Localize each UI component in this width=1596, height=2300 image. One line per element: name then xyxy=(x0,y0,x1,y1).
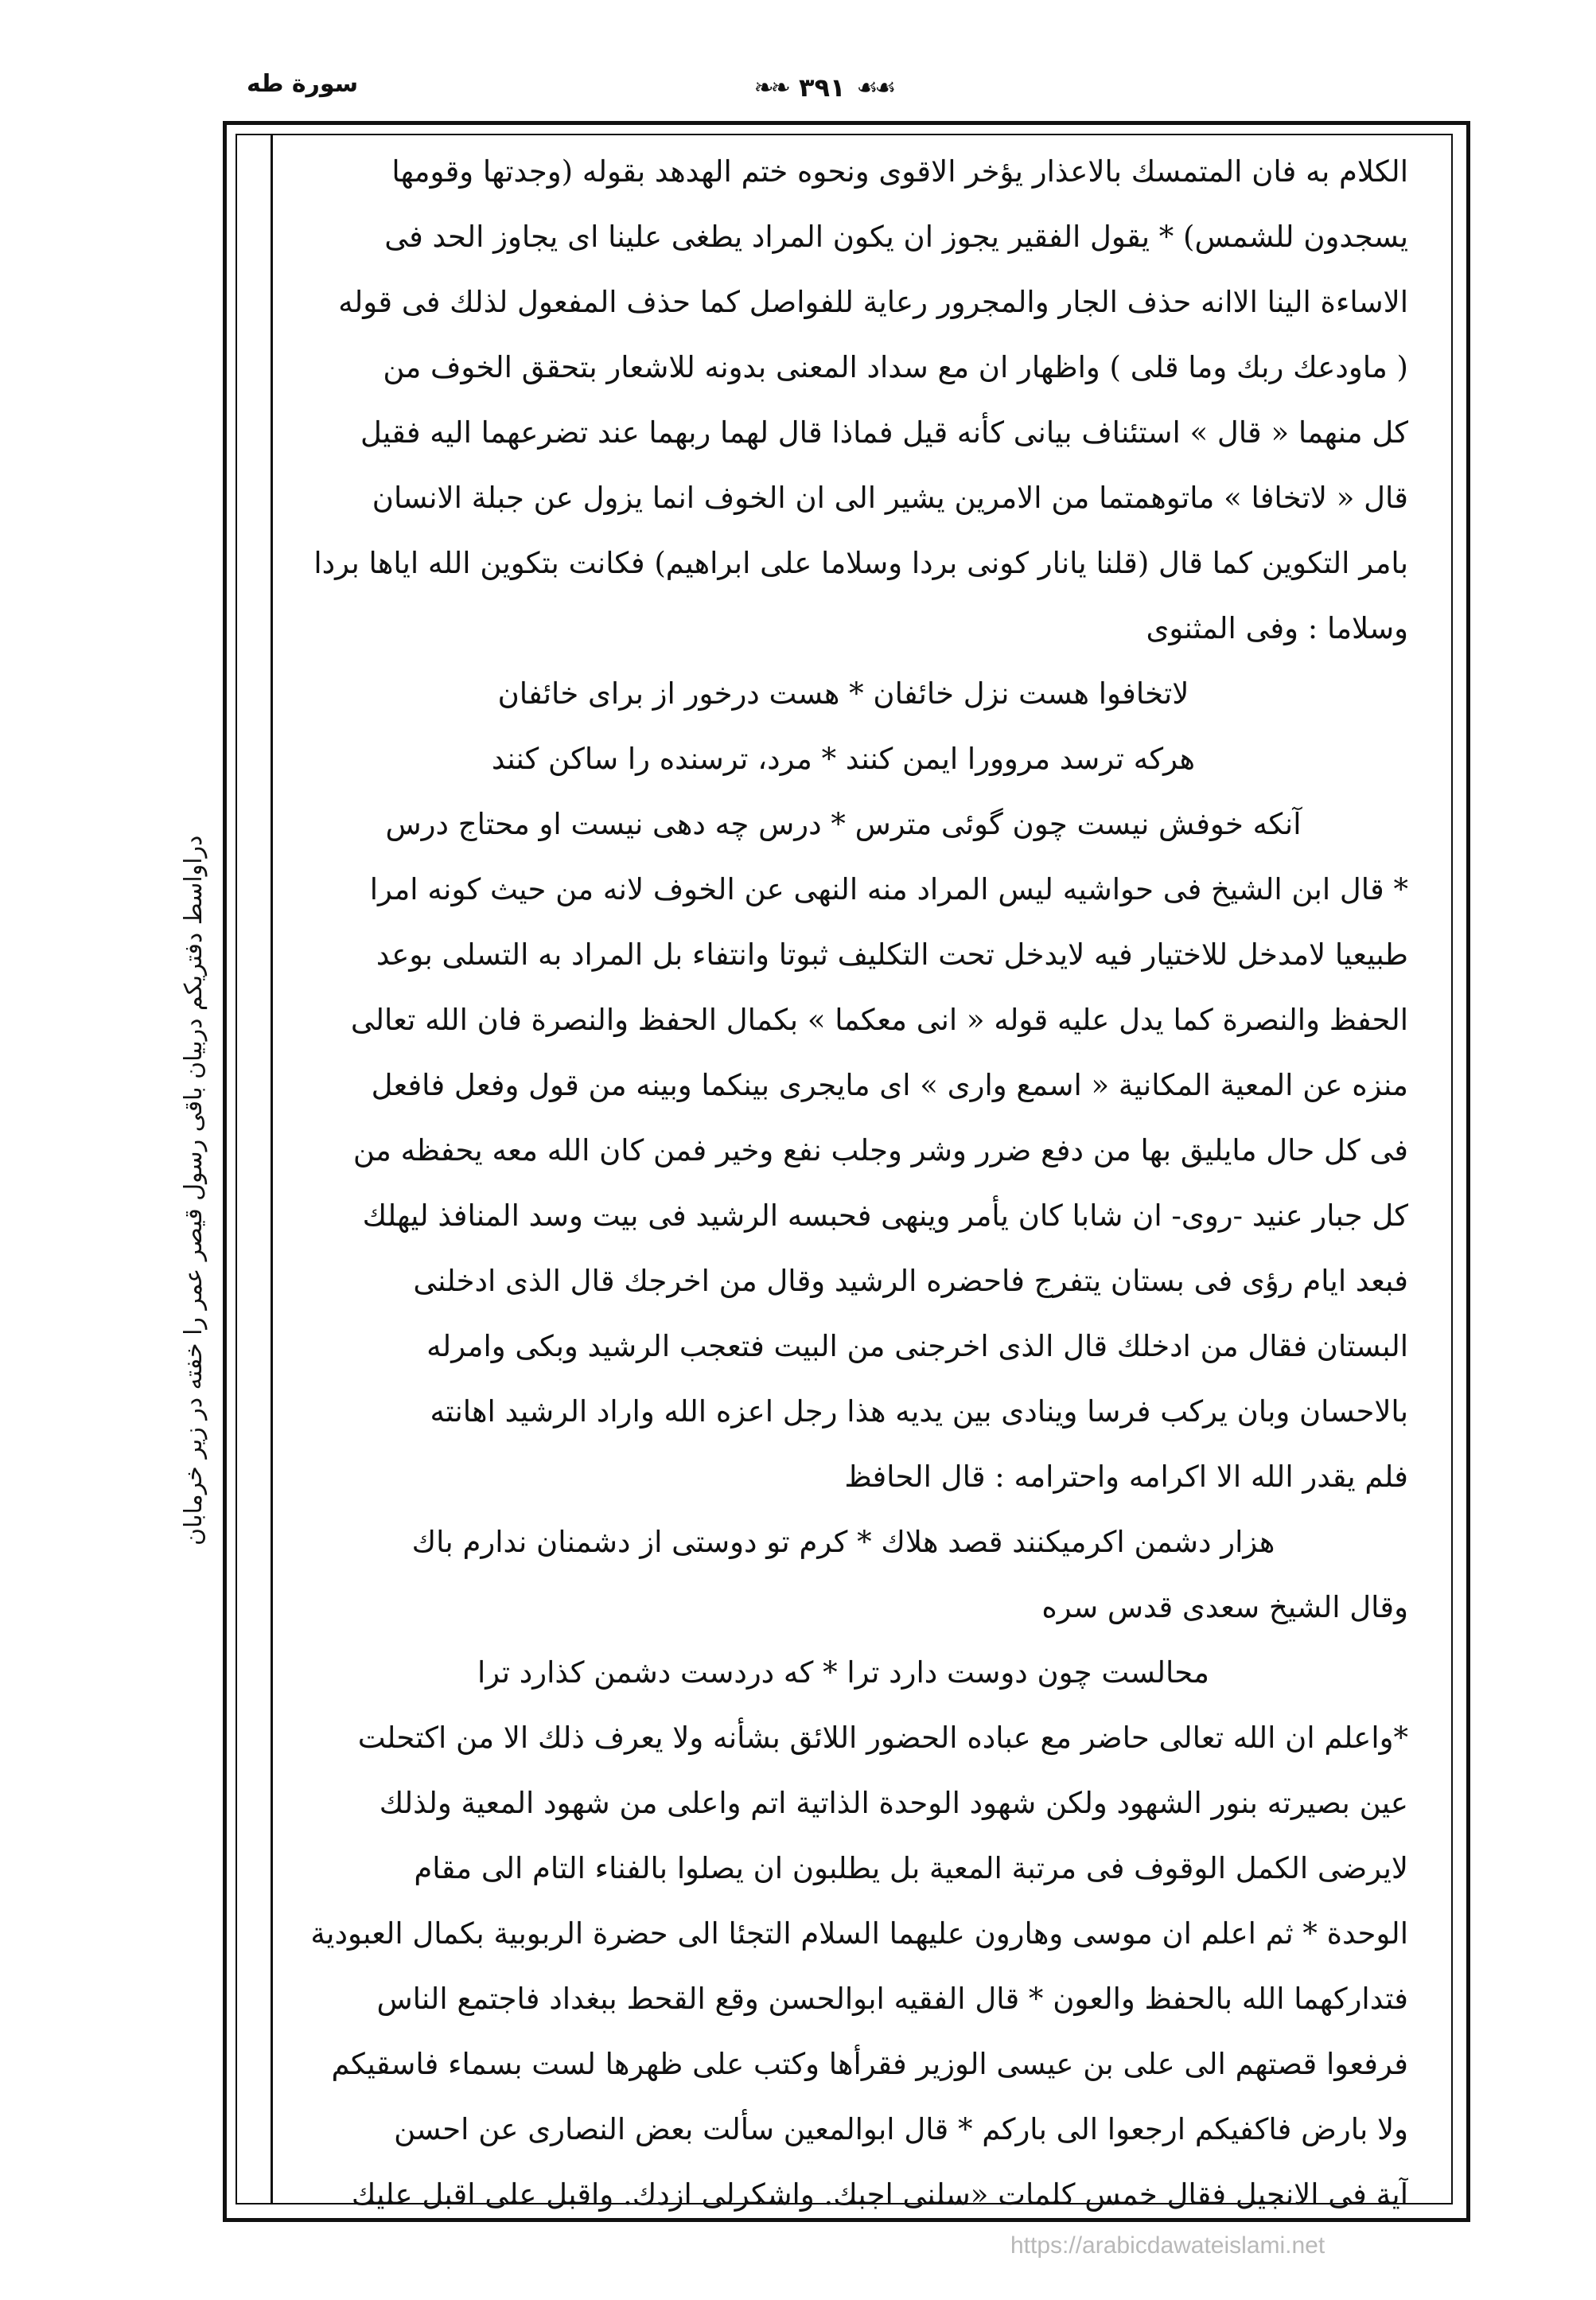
surah-name: سورة طه xyxy=(247,70,359,98)
page-number-ornament xyxy=(732,68,915,107)
text-line: يسجدون للشمس) * يقول الفقير يجوز ان يكون المراد يطغى علينا اى يجاوز الحد فى xyxy=(384,220,1408,254)
text-line: بالاحسان وبان يركب فرسا وينادى بين يديه هذا رجل اعزه الله واراد الرشيد اهانته xyxy=(430,1394,1408,1429)
text-line: كل منهما « قال » استئناف بيانى كأنه قيل فماذا قال لهما ربهما عند تضرعهما اليه فقيل xyxy=(360,415,1408,450)
poem-line: هزار دشمن اكرميكنند قصد هلاك * كرم تو دوستى از دشمنان ندارم باك xyxy=(411,1525,1275,1559)
poem-line: لاتخافوا هست نزل خائفان * هست درخور از براى خائفان xyxy=(497,676,1189,711)
margin-column-rule xyxy=(271,134,273,2203)
text-line: لايرضى الكمل الوقوف فى مرتبة المعية بل يطلبون ان يصلوا بالفناء التام الى مقام xyxy=(414,1851,1408,1885)
text-line: * قال ابن الشيخ فى حواشيه ليس المراد منه النهى عن الخوف لانه من حيث كونه امرا xyxy=(369,872,1408,906)
text-line: الكلام به فان المتمسك بالاعذار يؤخر الاقوى ونحوه ختم الهدهد بقوله (وجدتها وقومها xyxy=(391,154,1408,189)
main-text xyxy=(278,139,1408,2228)
ornament-right-icon: ☙☙ xyxy=(856,73,893,102)
text-line: فى كل حال مايليق بها من دفع ضرر وشر وجلب نفع وخير فمن كان الله معه يحفظه من xyxy=(352,1133,1408,1168)
poem-line: محالست چون دوست دارد ترا * كه دردست دشمن كذارد ترا xyxy=(477,1655,1209,1690)
text-line: فتداركهما الله بالحفظ والعون * قال الفقيه ابوالحسن وقع القحط ببغداد فاجتمع الناس xyxy=(376,1982,1408,2016)
text-line: وسلاما : وفى المثنوى xyxy=(1146,611,1408,645)
page-number: ٣٩١ xyxy=(798,72,846,103)
text-line: طبيعيا لامدخل للاختيار فيه لايدخل تحت التكليف ثبوتا وانتفاء بل المراد به التسلى بوعد xyxy=(376,938,1408,972)
text-line: البستان فقال من ادخلك قال الذى اخرجنى من البيت فتعجب الرشيد وبكى وامرله xyxy=(426,1329,1408,1363)
text-line: قال « لاتخافا » ماتوهمتما من الامرين يشير الى ان الخوف انما يزول عن جبلة الانسان xyxy=(372,481,1408,515)
poem-line: هركه ترسد مروورا ايمن كنند * مرد، ترسنده را ساكن كنند xyxy=(491,742,1196,776)
text-line: كل جبار عنيد -روى- ان شابا كان يأمر وينهى فحبسه الرشيد فى بيت وسد المنافذ ليهلك xyxy=(362,1199,1408,1233)
text-line: *واعلم ان الله تعالى حاضر مع عباده الحضور اللائق بشأنه ولا يعرف ذلك الا من اكتحلت xyxy=(357,1721,1408,1755)
text-line: آية فى الانجيل فقال خمس كلمات «سلنى اجبك. واشكرلى ازدك. واقبل على اقبل عليك xyxy=(351,2177,1408,2212)
text-line: فرفعوا قصتهم الى على بن عيسى الوزير فقرأها وكتب على ظهرها لست بسماء فاسقيكم xyxy=(331,2047,1408,2081)
text-line: بامر التكوين كما قال (قلنا يانار كونى بردا وسلاما على ابراهيم) فكانت بتكوين الله اياها بردا xyxy=(313,546,1408,580)
text-line: منزه عن المعية المكانية « اسمع وارى » اى مايجرى بينكما وبينه من قول وفعل فافعل xyxy=(371,1068,1408,1102)
poem-line: آنكه خوفش نيست چون گوئى مترس * درس چه دهى نيست او محتاج درس xyxy=(385,807,1302,841)
text-line: الاساءة الينا الاانه حذف الجار والمجرور رعاية للفواصل كما حذف المفعول لذلك فى قوله xyxy=(338,285,1408,319)
ornament-left-icon: ❧❧ xyxy=(753,73,788,102)
text-line: الحفظ والنصرة كما يدل عليه قوله « انى معكما » بكمال الحفظ والنصرة فان الله تعالى xyxy=(350,1003,1408,1037)
text-line: وقال الشيخ سعدى قدس سره xyxy=(1041,1590,1408,1624)
text-line: فلم يقدر الله الا اكرامه واحترامه : قال الحافظ xyxy=(844,1460,1408,1494)
text-line: الوحدة * ثم اعلم ان موسى وهارون عليهما السلام التجئا الى حضرة الربوبية بكمال العبودية xyxy=(310,1916,1408,1951)
margin-note: دراواسط دفتریکم دربیان باقی رسول قیصر عمر را خفته در زیر خرمابان xyxy=(180,836,208,1546)
watermark-url: https://arabicdawateislami.net xyxy=(1010,2232,1325,2259)
text-line: عين بصيرته بنور الشهود ولكن شهود الوحدة الذاتية اتم واعلى من شهود المعية ولذلك xyxy=(379,1786,1408,1820)
text-line: ولا بارض فاكفيكم ارجعوا الى باركم * قال ابوالمعين سألت بعض النصارى عن احسن xyxy=(394,2112,1408,2146)
text-line: فبعد ايام رؤى فى بستان يتفرج فاحضره الرشيد وقال من اخرجك قال الذى ادخلنى xyxy=(413,1264,1408,1298)
text-line: ( ماودعك ربك وما قلى ) واظهار ان مع سداد المعنى بدونه للاشعار بتحقق الخوف من xyxy=(383,350,1408,384)
